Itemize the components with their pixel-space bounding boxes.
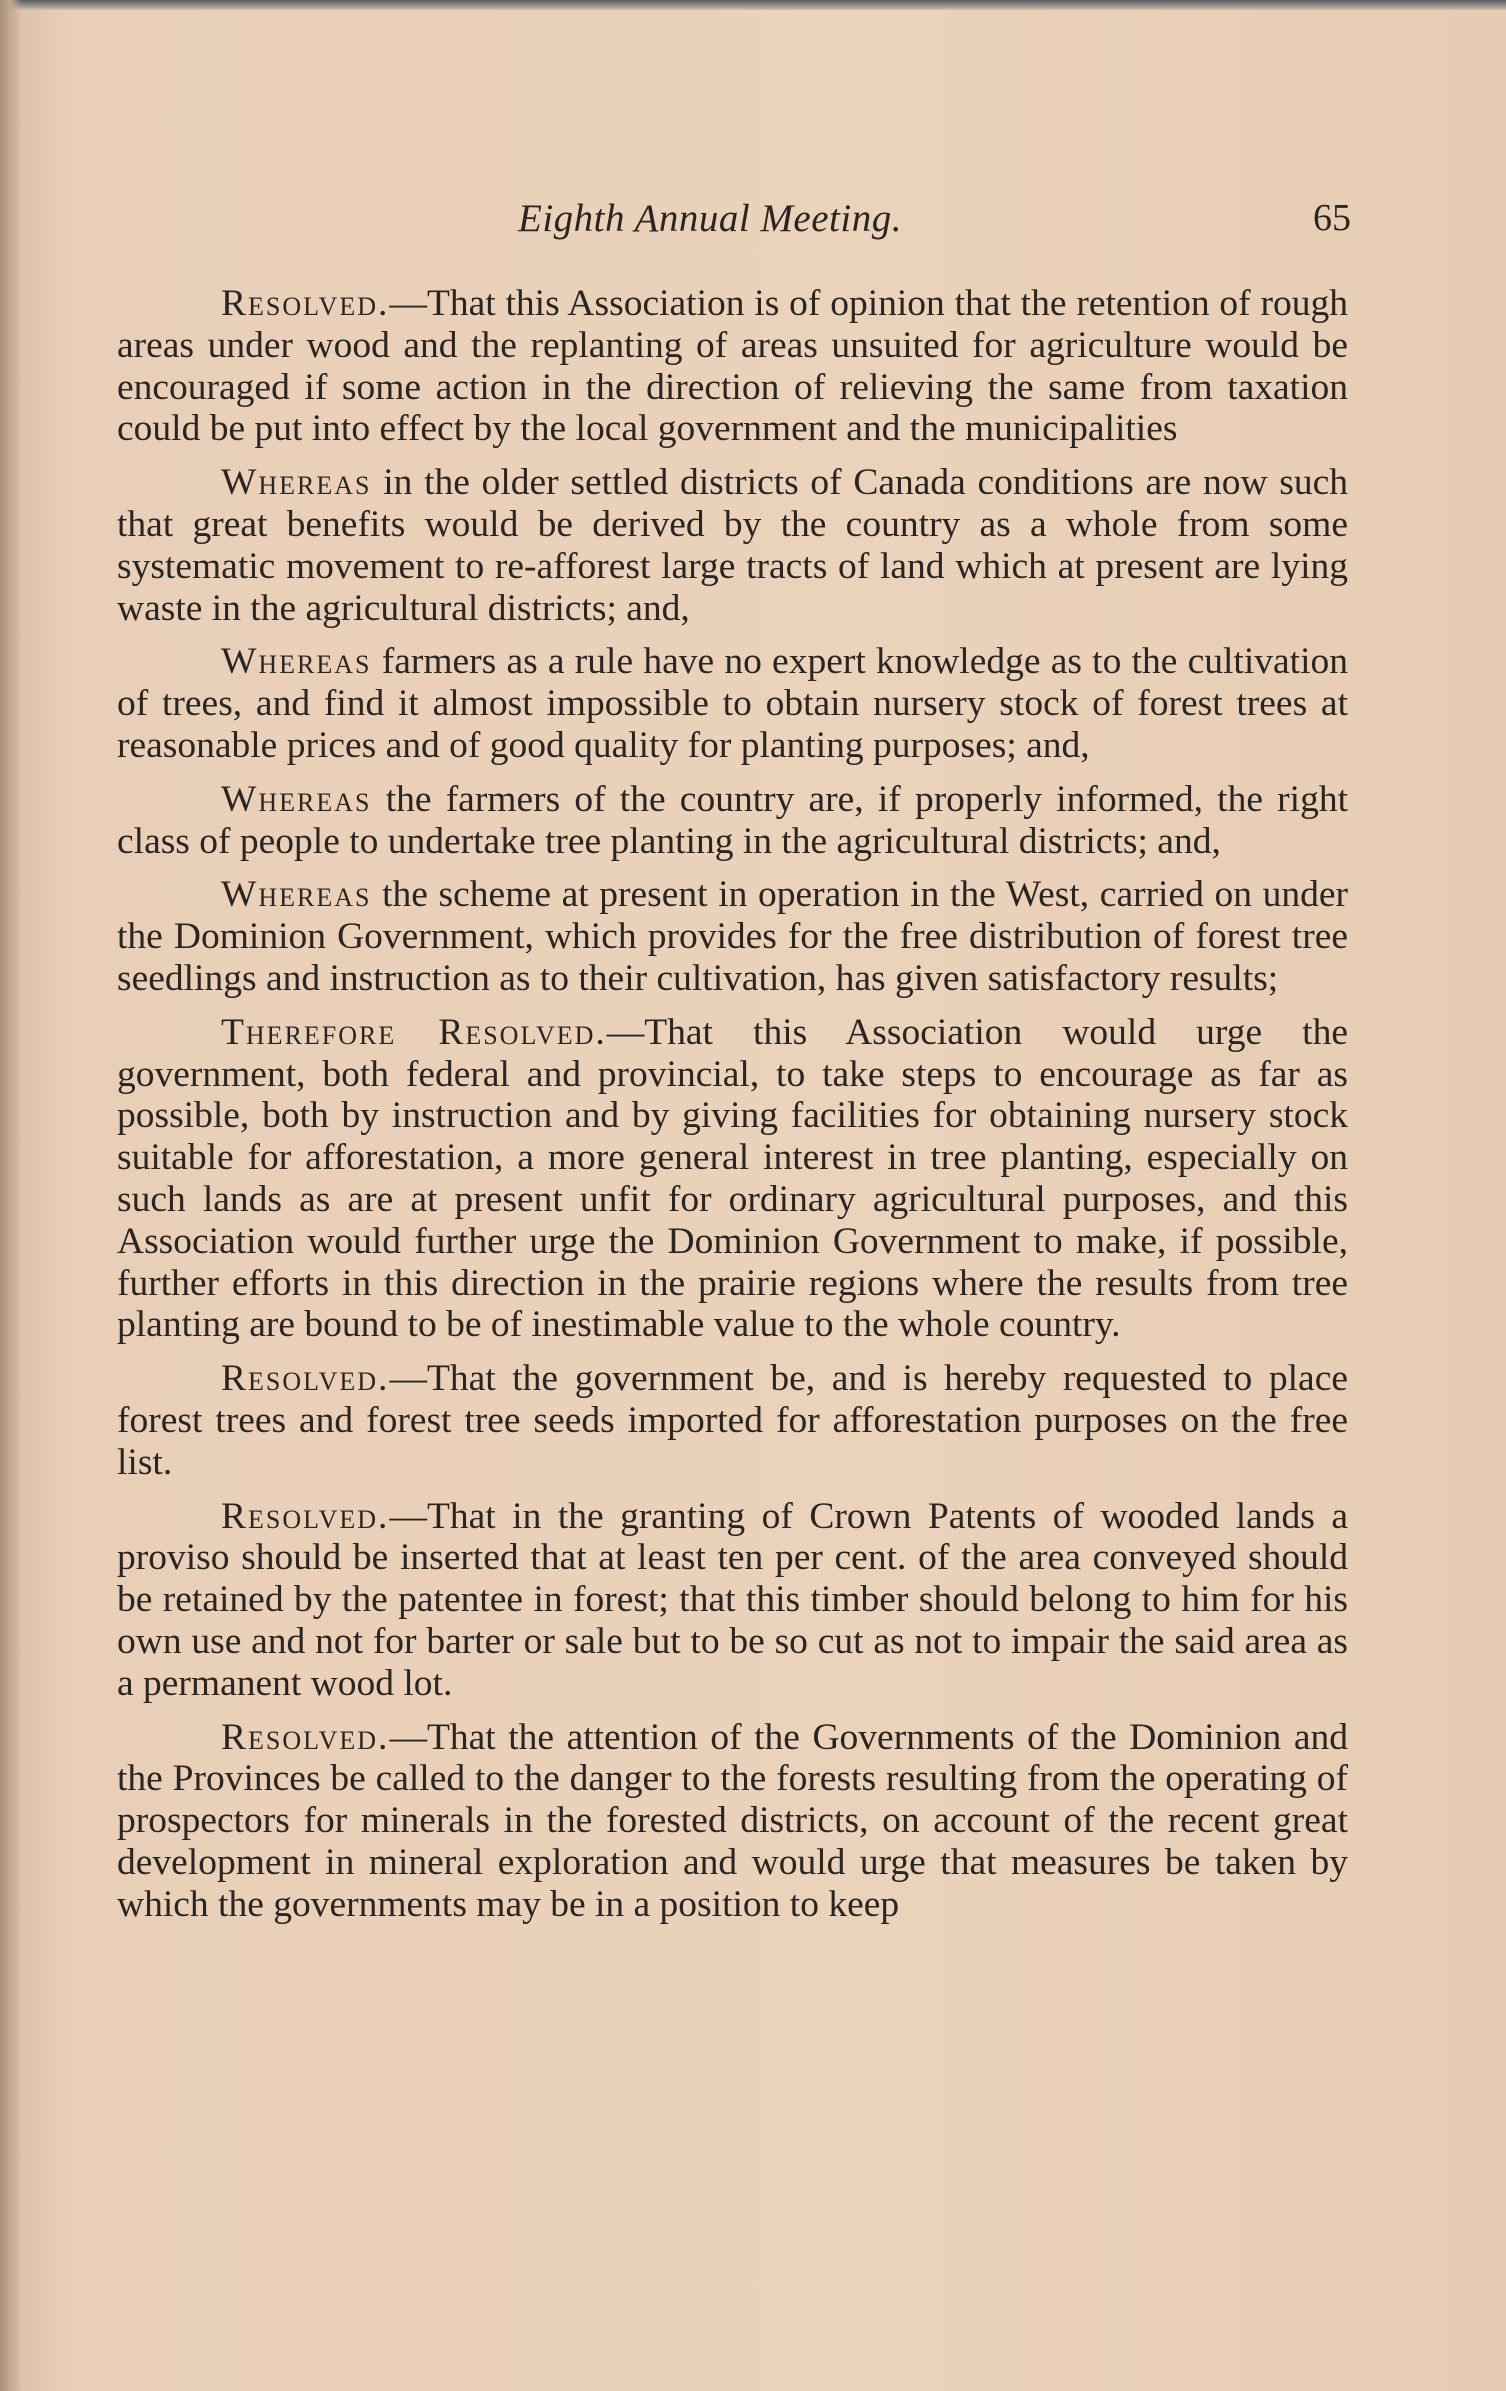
paragraph-resolved-taxation bbox=[117, 283, 1348, 450]
paragraph-lead: Whereas bbox=[221, 778, 372, 820]
paragraph-text: —That in the granting of Crown Patents of wooded lands a proviso should be inserted that at least ten per cent. of the area conveyed should be retained by the patentee in forest; that this timber should belong to him for his own use and not for barter or sale but to be so cut as not to impair the said area as a permanent wood lot. bbox=[117, 1495, 1348, 1704]
paragraph-lead: Resolved. bbox=[221, 1358, 390, 1400]
binding-gutter-shadow bbox=[0, 0, 22, 2391]
running-head bbox=[0, 196, 1506, 248]
paragraph-lead: Resolved. bbox=[221, 1716, 390, 1758]
paragraph-whereas-west-scheme bbox=[117, 874, 1348, 999]
paragraph-text: in the older settled districts of Canada conditions are now such that great benefits would be derived by the country as a whole from some systematic movement to re-afforest large tracts of land which at present are lying waste in the agricultural districts; and, bbox=[117, 462, 1348, 629]
paragraph-whereas-reafforest bbox=[117, 462, 1348, 629]
paragraph-resolved-free-list bbox=[117, 1358, 1348, 1483]
paragraph-lead: Whereas bbox=[221, 462, 372, 504]
page-number: 65 bbox=[1313, 197, 1351, 239]
paragraph-lead: Resolved. bbox=[221, 1495, 390, 1537]
paragraph-text: the scheme at present in operation in the West, carried on under the Dominion Government, which provides for the free distribution of forest tree seedlings and instruction as to their cultivation, has given satisfactory results; bbox=[117, 874, 1348, 999]
running-head-title: Eighth Annual Meeting. bbox=[518, 197, 902, 240]
paragraph-text: —That this Association is of opinion that the retention of rough areas under wood and the replanting of areas unsuited for agriculture would be encouraged if some action in the direction of relieving the same from taxation could be put into effect by the local government and the municipalities bbox=[117, 283, 1348, 450]
paragraph-text: farmers as a rule have no expert knowledge as to the cultivation of trees, and find it almost impossible to obtain nursery stock of forest trees at reasonable prices and of good quality for planting purposes; and, bbox=[117, 641, 1348, 766]
paragraph-resolved-prospectors bbox=[117, 1717, 1348, 1926]
paragraph-resolved-crown-patents bbox=[117, 1496, 1348, 1705]
paragraph-text: —That the attention of the Governments of the Dominion and the Provinces be called to the danger to the forests resulting from the operating of prospectors for minerals in the forested districts, on account of the recent great development in mineral exploration and would urge that measures be taken by which the governments may be in a position to keep bbox=[117, 1716, 1348, 1925]
paragraph-lead: Therefore Resolved. bbox=[221, 1011, 607, 1053]
paragraph-text: —That this Association would urge the government, both federal and provincial, to take steps to encourage as far as possible, both by instruction and by giving facilities for obtaining nursery stock suitable for afforestation, a more general interest in tree planting, especially on such lands as are at present unfit for ordinary agricultural purposes, and this Association would further urge the Dominion Government to make, if possible, further efforts in this direction in the prairie regions where the results from tree planting are bound to be of inestimable value to the whole country. bbox=[117, 1011, 1348, 1346]
paragraph-whereas-farmers-class bbox=[117, 779, 1348, 863]
paragraph-text: —That the government be, and is hereby requested to place forest trees and forest tree seeds imported for afforestation purposes on the free list. bbox=[117, 1358, 1348, 1483]
paragraph-lead: Whereas bbox=[221, 874, 372, 916]
paragraph-lead: Whereas bbox=[221, 641, 372, 683]
paragraph-whereas-farmers-knowledge bbox=[117, 641, 1348, 766]
page-top-edge bbox=[0, 0, 1506, 10]
paragraph-lead: Resolved. bbox=[221, 283, 390, 324]
body-text bbox=[117, 283, 1348, 1937]
paragraph-text: the farmers of the country are, if properly informed, the right class of people to undertake tree planting in the agricultural districts; and, bbox=[117, 778, 1348, 862]
paragraph-therefore-resolved bbox=[117, 1012, 1348, 1346]
